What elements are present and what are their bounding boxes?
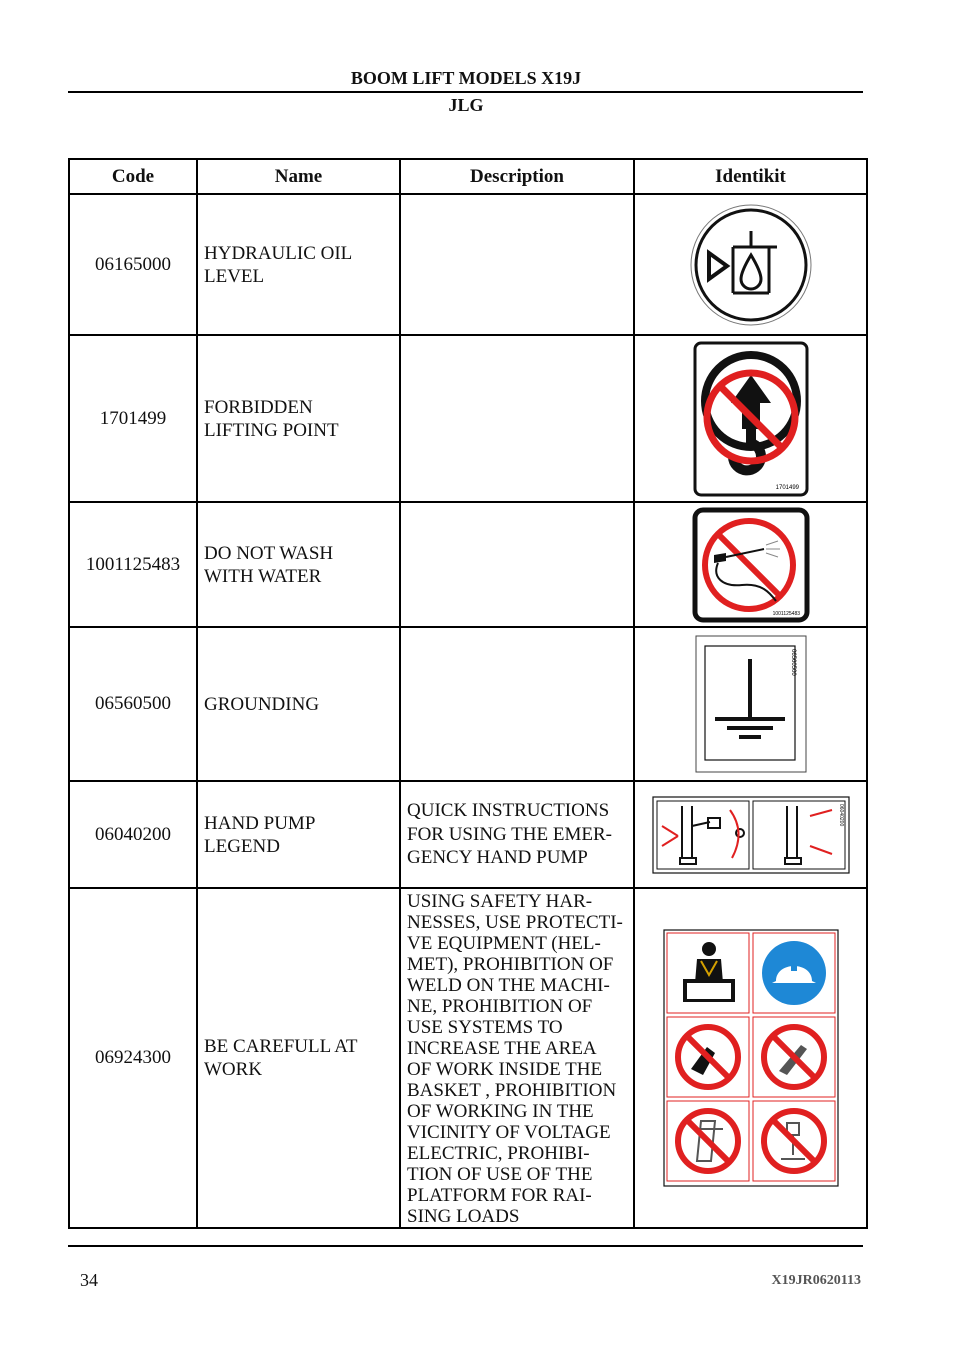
decal-code-label: 1701499: [775, 484, 799, 491]
description-cell: [400, 627, 634, 781]
column-header-description: Description: [400, 159, 634, 194]
identikit-cell: [634, 627, 867, 781]
code-cell: 06165000: [69, 194, 197, 335]
description-line: VICINITY OF VOLTAGE: [407, 1122, 611, 1143]
name-cell: [197, 335, 400, 502]
name-cell: [197, 627, 400, 781]
code-cell: 1701499: [69, 335, 197, 502]
description-line: PLATFORM FOR RAI-: [407, 1185, 592, 1206]
no-voltage-pictogram: [678, 1111, 738, 1171]
table-row: [69, 627, 867, 781]
description-line: NESSES, USE PROTECTI-: [407, 912, 623, 933]
name-line: LEGEND: [204, 835, 280, 857]
description-line: TION OF USE OF THE: [407, 1164, 593, 1185]
table-row: [69, 888, 867, 1228]
helmet-pictogram: [762, 941, 826, 1005]
name-line: WITH WATER: [204, 565, 322, 587]
identikit-cell: [634, 502, 867, 627]
description-line: INCREASE THE AREA: [407, 1038, 597, 1059]
no-area-extension-pictogram: [764, 1027, 824, 1087]
document-title: BOOM LIFT MODELS X19J: [350, 68, 582, 88]
document-code: X19JR0620113: [771, 1273, 861, 1288]
description-line: OF WORK INSIDE THE: [407, 1059, 603, 1080]
description-line: MET), PROHIBITION OF: [407, 954, 614, 975]
code-cell: 06560500: [69, 627, 197, 781]
name-line: HYDRAULIC OIL: [204, 242, 353, 264]
name-cell: [197, 781, 400, 888]
no-welding-pictogram: [678, 1027, 738, 1087]
description-line: USE SYSTEMS TO: [407, 1017, 563, 1038]
description-line: USING SAFETY HAR-: [407, 891, 593, 912]
name-line: HAND PUMP: [204, 812, 316, 834]
name-cell: [197, 888, 400, 1228]
description-line: ELECTRIC, PROHIBI-: [407, 1143, 590, 1164]
description-line: WELD ON THE MACHI-: [407, 975, 610, 996]
code-cell: 1001125483: [69, 502, 197, 627]
hand-pump-legend-icon: [652, 796, 850, 874]
name-cell: [197, 502, 400, 627]
footer-rule: [68, 1245, 863, 1247]
name-line: GROUNDING: [204, 693, 320, 715]
grounding-icon: [695, 635, 807, 773]
description-cell: [400, 335, 634, 502]
name-line: BE CAREFULL AT: [204, 1036, 358, 1057]
table-header-row: [69, 159, 867, 194]
description-line: BASKET , PROHIBITION: [407, 1080, 617, 1101]
no-lifting-loads-pictogram: [764, 1111, 824, 1171]
identikit-cell: [634, 335, 867, 502]
name-line: LIFTING POINT: [204, 419, 339, 441]
description-line: GENCY HAND PUMP: [407, 847, 588, 869]
document-subtitle: JLG: [448, 95, 484, 115]
forbidden-lifting-point-icon: [693, 341, 809, 497]
identikit-cell: [634, 888, 867, 1228]
decal-code-label: 06560500: [789, 649, 796, 676]
header-rule: [68, 91, 863, 93]
table-row: [69, 194, 867, 335]
name-line: LEVEL: [204, 265, 265, 287]
identikit-cell: [634, 194, 867, 335]
description-line: QUICK INSTRUCTIONS: [407, 800, 610, 822]
description-line: OF WORKING IN THE: [407, 1101, 594, 1122]
identikit-cell: [634, 781, 867, 888]
column-header-identikit: Identikit: [634, 159, 867, 194]
column-header-name: Name: [197, 159, 400, 194]
description-line: FOR USING THE EMER-: [407, 823, 612, 845]
hydraulic-oil-level-icon: [689, 203, 813, 327]
do-not-wash-icon: [692, 507, 810, 623]
description-cell: [400, 194, 634, 335]
table-row: [69, 781, 867, 888]
table-row: [69, 502, 867, 627]
name-cell: [197, 194, 400, 335]
table-row: [69, 335, 867, 502]
safety-pictograms-icon: [663, 929, 839, 1187]
decal-table: [68, 158, 868, 1229]
name-line: FORBIDDEN: [204, 396, 313, 418]
page-number: 34: [80, 1270, 98, 1290]
name-line: WORK: [204, 1059, 263, 1080]
description-cell: [400, 888, 634, 1228]
description-cell: [400, 781, 634, 888]
description-line: SING LOADS: [407, 1206, 520, 1227]
name-line: DO NOT WASH: [204, 542, 334, 564]
column-header-code: Code: [69, 159, 197, 194]
description-line: VE EQUIPMENT (HEL-: [407, 933, 601, 954]
description-line: NE, PROHIBITION OF: [407, 996, 593, 1017]
description-cell: [400, 502, 634, 627]
decal-code-label: 1001125483: [772, 610, 800, 617]
code-cell: 06924300: [69, 888, 197, 1228]
decal-code-label: 06040200: [837, 803, 844, 826]
code-cell: 06040200: [69, 781, 197, 888]
